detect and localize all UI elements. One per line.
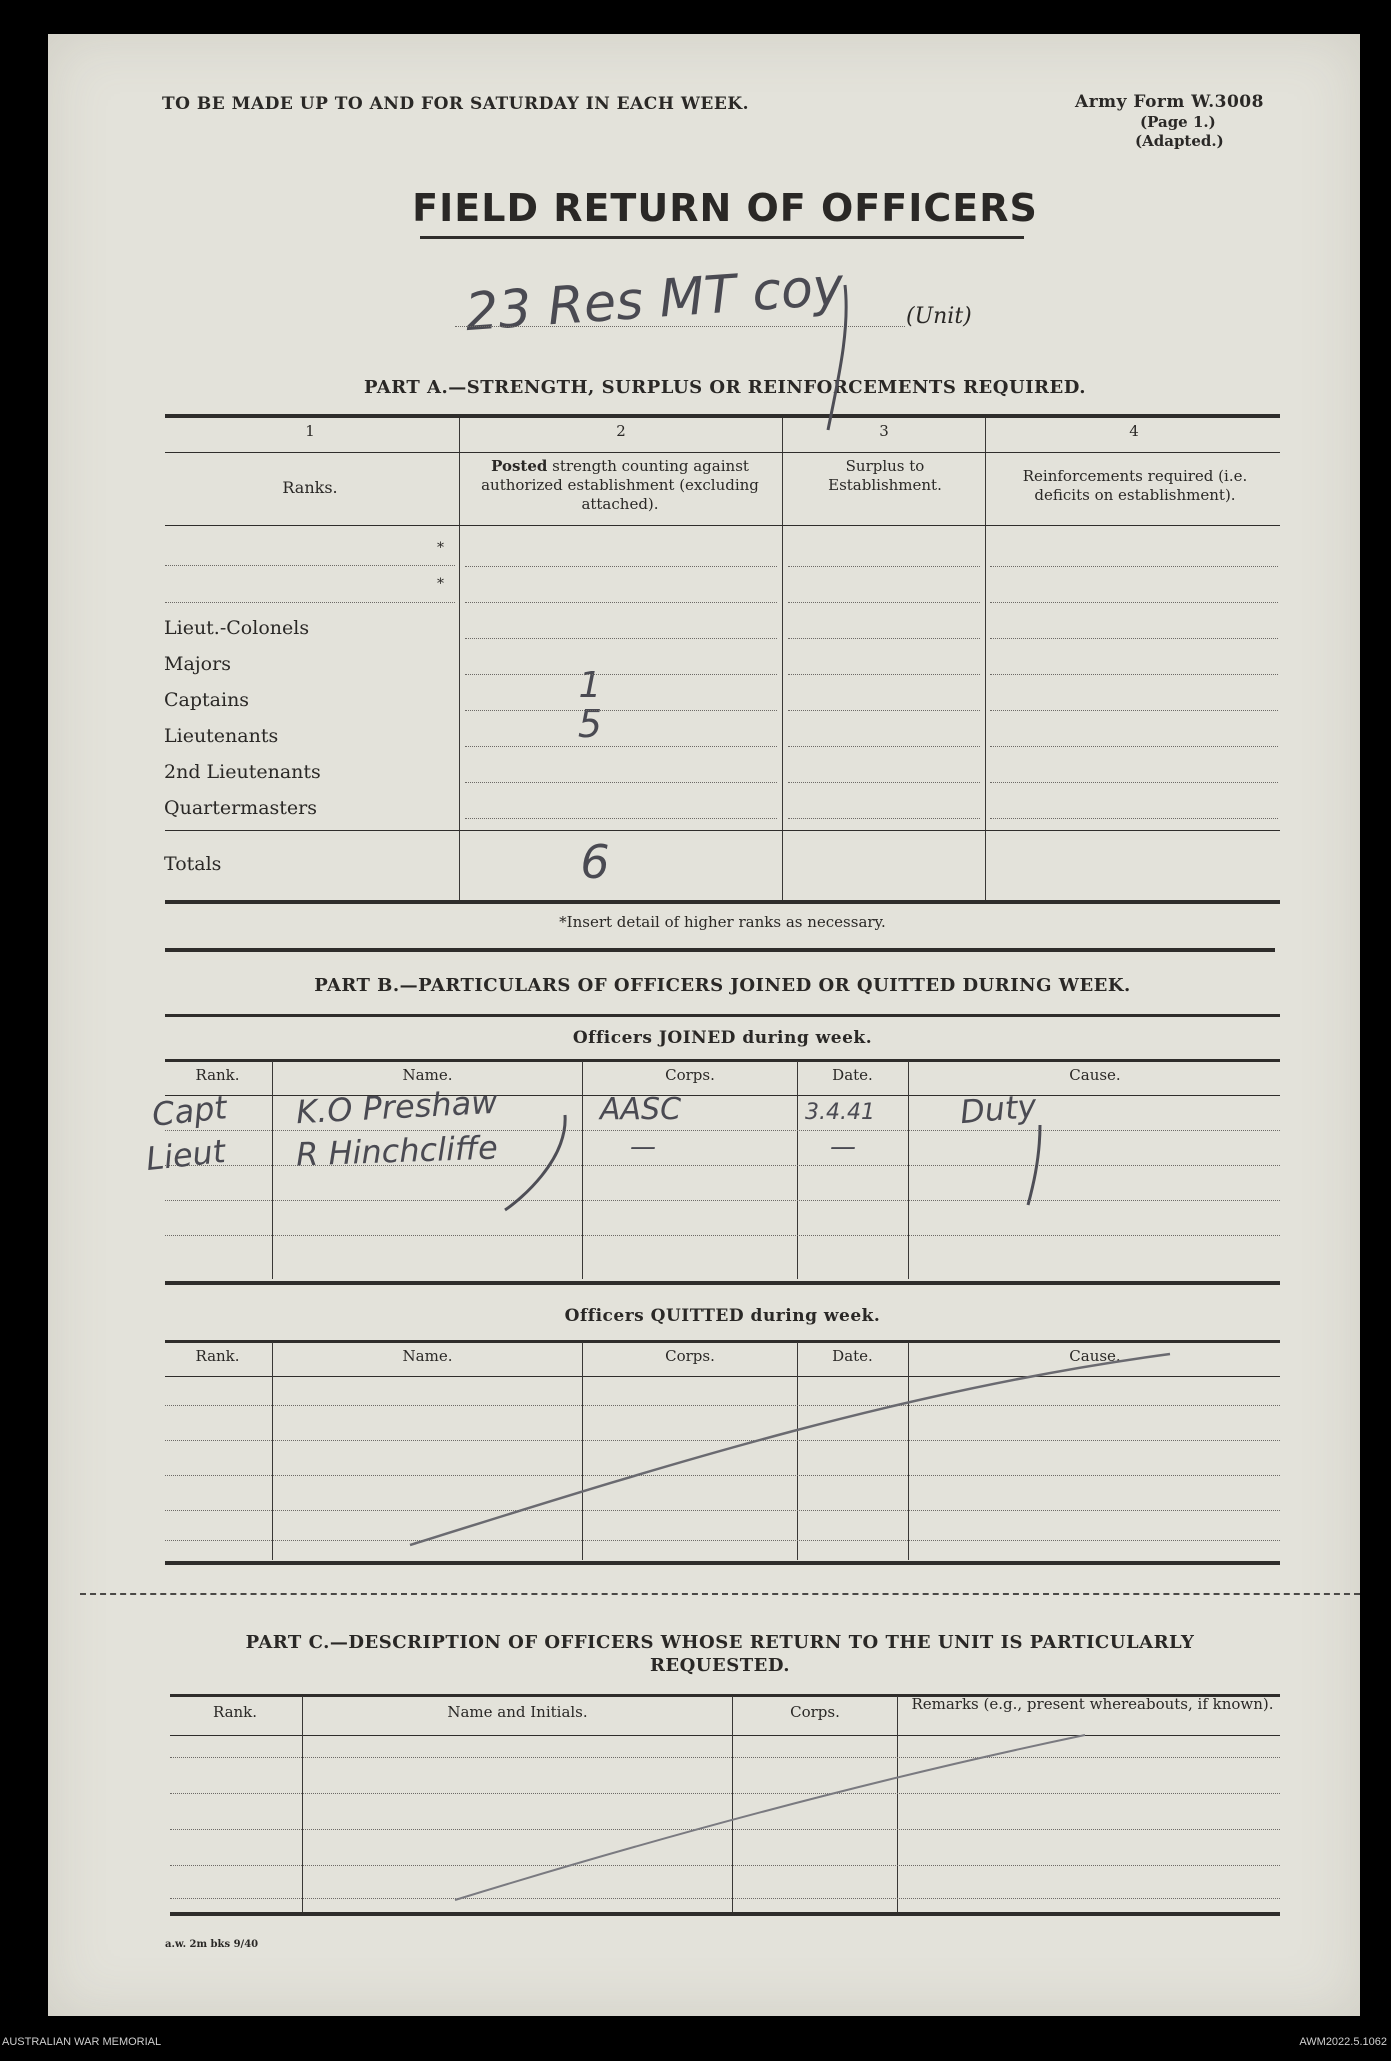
- unit-handwritten: 23 Res MT coy: [463, 256, 846, 344]
- joined-rank: Capt: [150, 1088, 229, 1134]
- part-c-heading-line1: PART C.—DESCRIPTION OF OFFICERS WHOSE RETURN TO THE UNIT IS PARTICULARLY: [245, 1632, 1195, 1653]
- quitted-col-name: Name.: [402, 1347, 453, 1365]
- posted-captains: 1: [578, 665, 602, 706]
- quitted-col-corps: Corps.: [665, 1347, 715, 1365]
- pencil-strike-quitted: [410, 1354, 1170, 1545]
- unit-label: (Unit): [906, 304, 972, 329]
- footer-left: AUSTRALIAN WAR MEMORIAL: [2, 2036, 162, 2048]
- rank-label: 2nd Lieutenants: [164, 761, 321, 783]
- totals-value: 6: [580, 835, 610, 889]
- star-marker-2: *: [437, 576, 444, 592]
- rank-label: Captains: [164, 689, 250, 711]
- print-code: a.w. 2m bks 9/40: [165, 1939, 259, 1950]
- joined-col-name: Name.: [402, 1066, 453, 1084]
- quitted-col-cause: Cause.: [1069, 1347, 1121, 1365]
- part-a-footnote: *Insert detail of higher ranks as necessary.: [559, 913, 886, 931]
- col-number-4: 4: [1129, 422, 1139, 440]
- col-reinforcements-header: Reinforcements required (i.e. deficits on establishment).: [1022, 467, 1248, 504]
- quitted-title: Officers QUITTED during week.: [564, 1306, 881, 1326]
- joined-col-corps: Corps.: [665, 1066, 715, 1084]
- quitted-col-date: Date.: [832, 1347, 873, 1365]
- joined-corps: AASC: [600, 1092, 682, 1127]
- joined-name: K.O Preshaw: [295, 1082, 499, 1132]
- pencil-strike-part-c: [455, 1735, 1085, 1900]
- joined-rank: Lieut: [144, 1131, 228, 1179]
- col-ranks-header: Ranks.: [282, 478, 338, 497]
- joined-col-date: Date.: [832, 1066, 873, 1084]
- part-b-heading: PART B.—PARTICULARS OF OFFICERS JOINED OR QUITTED DURING WEEK.: [314, 975, 1131, 996]
- part-c-col-rank: Rank.: [212, 1703, 258, 1721]
- form-page: (Page 1.): [1140, 113, 1216, 131]
- col-posted-header: Posted strength counting against authorized establishment (excluding attached).: [481, 457, 759, 513]
- part-c-heading-line2: REQUESTED.: [649, 1655, 791, 1676]
- pencil-stroke-name: [505, 1115, 565, 1210]
- joined-col-rank: Rank.: [195, 1066, 240, 1084]
- quitted-col-rank: Rank.: [195, 1347, 240, 1365]
- joined-name: R Hinchcliffe: [295, 1128, 499, 1174]
- rank-label: Majors: [164, 653, 231, 675]
- part-a-heading: PART A.—STRENGTH, SURPLUS OR REINFORCEMENTS REQUIRED.: [364, 377, 1086, 398]
- rank-label: Quartermasters: [164, 797, 317, 819]
- part-c-col-corps: Corps.: [790, 1703, 840, 1721]
- rank-label: Lieut.-Colonels: [164, 617, 310, 639]
- col-number-3: 3: [879, 422, 889, 440]
- form-adapted: (Adapted.): [1135, 132, 1224, 150]
- col-number-2: 2: [616, 422, 626, 440]
- footer-right: AWM2022.5.1062: [1299, 2036, 1387, 2048]
- col-number-1: 1: [305, 422, 315, 440]
- star-marker-1: *: [437, 540, 444, 556]
- joined-date: —: [830, 1132, 856, 1162]
- page-title: FIELD RETURN OF OFFICERS: [412, 186, 1038, 230]
- rank-label: Lieutenants: [164, 725, 279, 747]
- part-c-col-remarks: Remarks (e.g., present whereabouts, if known).: [911, 1695, 1274, 1713]
- part-c-col-name: Name and Initials.: [447, 1703, 588, 1721]
- pencil-stroke-cause: [1028, 1125, 1040, 1205]
- col-surplus-header: Surplus to Establishment.: [828, 457, 942, 494]
- joined-corps: —: [630, 1132, 656, 1162]
- joined-title: Officers JOINED during week.: [572, 1028, 873, 1048]
- joined-col-cause: Cause.: [1069, 1066, 1121, 1084]
- posted-lieutenants: 5: [577, 702, 603, 746]
- pencil-stroke-unit: [828, 285, 846, 430]
- header-note: TO BE MADE UP TO AND FOR SATURDAY IN EACH WEEK.: [162, 94, 750, 114]
- joined-cause: Duty: [958, 1086, 1038, 1132]
- form-number: Army Form W.3008: [1075, 92, 1264, 112]
- joined-date: 3.4.41: [805, 1100, 875, 1125]
- totals-label: Totals: [164, 853, 222, 875]
